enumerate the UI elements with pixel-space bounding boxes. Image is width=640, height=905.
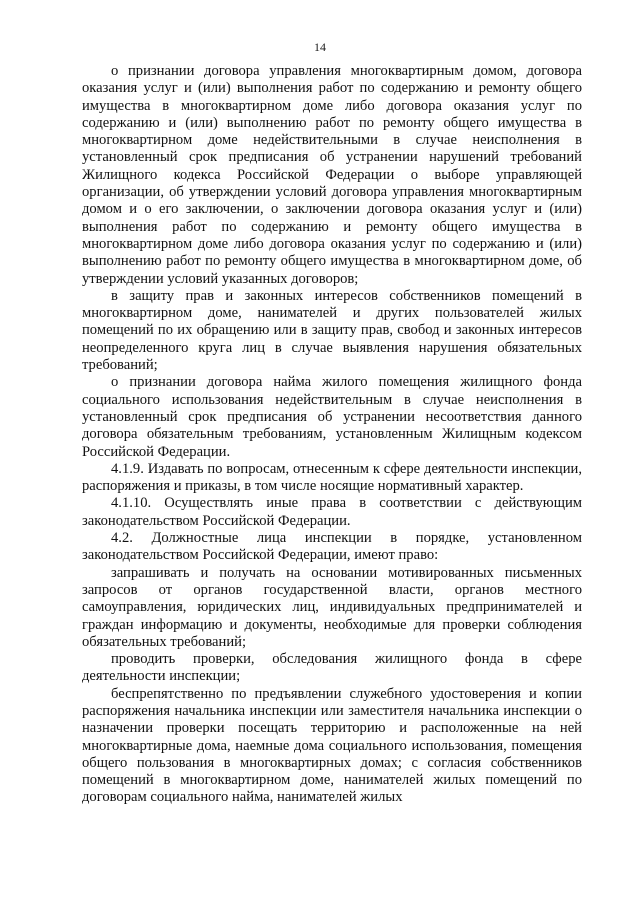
paragraph-recognition-lease-contract: о признании договора найма жилого помещения жилищного фонда социального использования недействительным в случае неисполнения в установленный срок предписания об устранении несоответствия данного договора обязательным требованиям, установленным Жилищным кодексом Российской Федерации.	[82, 374, 582, 460]
paragraph-unhindered-access: беспрепятственно по предъявлении служебного удостоверения и копии распоряжения начальника инспекции или заместителя начальника инспекции о назначении проверки посещать территорию и расположенные на ней многоквартирные дома, наемные дома социального использования, помещения общего пользования в многоквартирных домах; с согласия собственников помещений в многоквартирном доме, нанимателей жилых помещений по договорам социального найма, нанимателей жилых	[82, 685, 582, 806]
document-body	[82, 63, 582, 807]
paragraph-4-1-10: 4.1.10. Осуществлять иные права в соответствии с действующим законодательством Российской Федерации.	[82, 495, 582, 529]
paragraph-conduct-inspections: проводить проверки, обследования жилищного фонда в сфере деятельности инспекции;	[82, 651, 582, 685]
paragraph-4-1-9: 4.1.9. Издавать по вопросам, отнесенным к сфере деятельности инспекции, распоряжения и приказы, в том числе носящие нормативный характер.	[82, 460, 582, 495]
page-number: 14	[314, 40, 326, 54]
paragraph-4-2: 4.2. Должностные лица инспекции в порядке, установленном законодательством Российской Федерации, имеют право:	[82, 530, 582, 564]
paragraph-request-information: запрашивать и получать на основании мотивированных письменных запросов от органов государственной власти, органов местного самоуправления, юридических лиц, индивидуальных предпринимателей и граждан информацию и документы, необходимые для проверки соблюдения обязательных требований;	[82, 564, 582, 650]
paragraph-protection-of-rights: в защиту прав и законных интересов собственников помещений в многоквартирном доме, нанимателей и других пользователей жилых помещений по их обращению или в защиту прав, свобод и законных интересов неопределенного круга лиц в случае выявления нарушения обязательных требований;	[82, 287, 582, 374]
paragraph-recognition-management-contract: о признании договора управления многоквартирным домом, договора оказания услуг и (или) выполнения работ по содержанию и ремонту общего имущества в многоквартирном доме либо договора оказания услуг по содержанию и (или) выполнению работ по ремонту общего имущества в многоквартирном доме недействительными в случае неисполнения в установленный срок предписания об устранении нарушений требований Жилищного кодекса Российской Федерации о выборе управляющей организации, об утверждении условий договора управления многоквартирным домом и о его заключении, о заключении договора оказания услуг и (или) выполнения работ по содержанию и ремонту общего имущества в многоквартирном доме либо договора оказания услуг по содержанию и (или) выполнению работ по ремонту общего имущества в многоквартирном доме, об утверждении условий указанных договоров;	[82, 63, 582, 287]
